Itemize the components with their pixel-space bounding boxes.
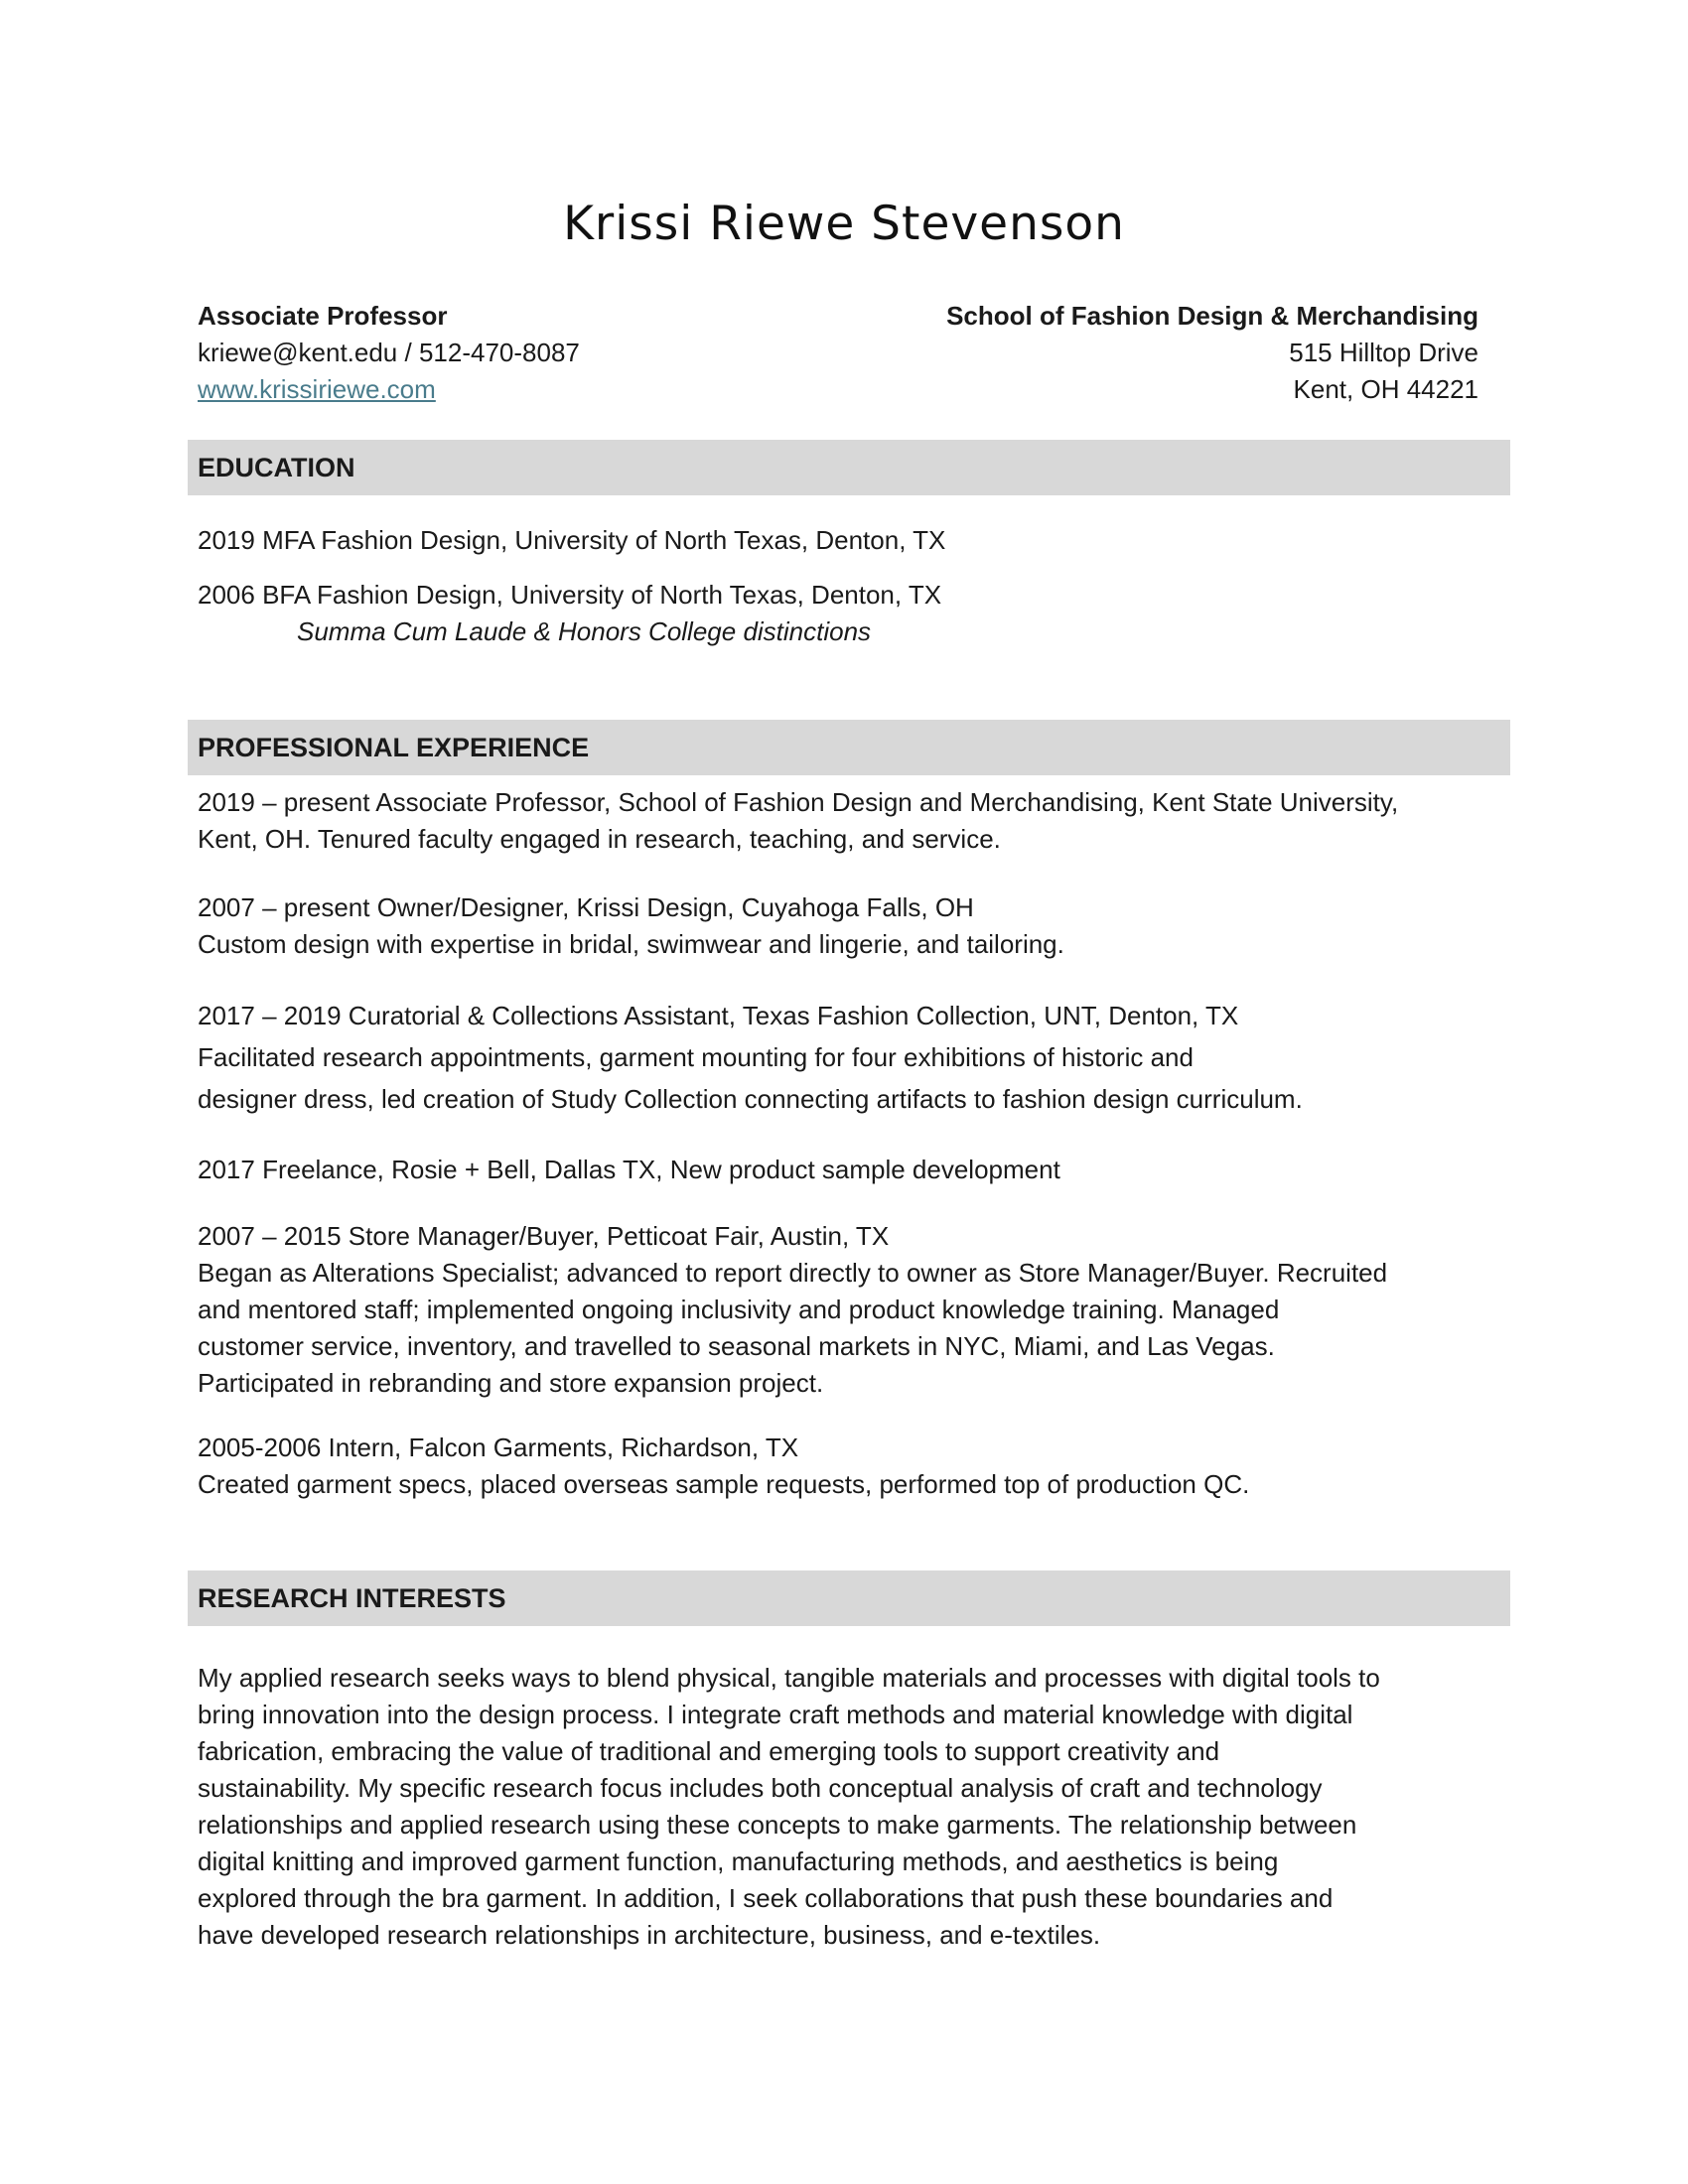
- research-line: relationships and applied research using these concepts to make garments. The relationship between: [198, 1810, 1357, 1840]
- research-paragraph: [198, 1660, 1498, 1954]
- experience-line: 2017 Freelance, Rosie + Bell, Dallas TX, New product sample development: [198, 1155, 1060, 1184]
- experience-entry: [198, 889, 1498, 963]
- research-line: explored through the bra garment. In addition, I seek collaborations that push these boundaries and: [198, 1883, 1334, 1913]
- research-line: sustainability. My specific research focus includes both conceptual analysis of craft and technology: [198, 1773, 1323, 1803]
- experience-line: 2007 – present Owner/Designer, Krissi Design, Cuyahoga Falls, OH: [198, 892, 974, 922]
- education-note: Summa Cum Laude & Honors College distinctions: [297, 616, 872, 646]
- experience-line: Kent, OH. Tenured faculty engaged in research, teaching, and service.: [198, 824, 1001, 854]
- research-line: have developed research relationships in architecture, business, and e-textiles.: [198, 1920, 1101, 1950]
- education-line: 2006 BFA Fashion Design, University of North Texas, Denton, TX: [198, 580, 942, 610]
- research-line: My applied research seeks ways to blend physical, tangible materials and processes with digital tools to: [198, 1663, 1380, 1693]
- experience-entry: [198, 1218, 1498, 1402]
- contact-line: kriewe@kent.edu / 512-470-8087: [198, 338, 580, 367]
- experience-heading-bar: [188, 720, 1510, 775]
- experience-line: customer service, inventory, and travelled to seasonal markets in NYC, Miami, and Las Vegas.: [198, 1331, 1275, 1361]
- page-title: Krissi Riewe Stevenson: [563, 197, 1125, 251]
- experience-line: 2005-2006 Intern, Falcon Garments, Richardson, TX: [198, 1433, 799, 1462]
- research-heading-bar: [188, 1570, 1510, 1626]
- experience-line: Began as Alterations Specialist; advanced to report directly to owner as Store Manager/Buyer. Recruited: [198, 1258, 1388, 1288]
- website-link[interactable]: www.krissiriewe.com: [198, 374, 436, 404]
- experience-line: 2019 – present Associate Professor, School of Fashion Design and Merchandising, Kent State University,: [198, 787, 1399, 817]
- education-heading-bar: [188, 440, 1510, 495]
- experience-line: Created garment specs, placed overseas sample requests, performed top of production QC.: [198, 1469, 1250, 1499]
- experience-line: designer dress, led creation of Study Collection connecting artifacts to fashion design curriculum.: [198, 1084, 1303, 1114]
- research-line: bring innovation into the design process. I integrate craft methods and material knowledge with digital: [198, 1700, 1353, 1729]
- experience-line: Facilitated research appointments, garment mounting for four exhibitions of historic and: [198, 1042, 1194, 1072]
- experience-line: and mentored staff; implemented ongoing inclusivity and product knowledge training. Managed: [198, 1295, 1280, 1324]
- department-name: School of Fashion Design & Merchandising: [946, 301, 1478, 331]
- city-state-zip: Kent, OH 44221: [1293, 374, 1478, 404]
- job-title: Associate Professor: [198, 301, 448, 331]
- research-line: digital knitting and improved garment function, manufacturing methods, and aesthetics is being: [198, 1846, 1279, 1876]
- experience-entry: [198, 1430, 1498, 1503]
- education-line: 2019 MFA Fashion Design, University of North Texas, Denton, TX: [198, 525, 946, 555]
- research-line: fabrication, embracing the value of traditional and emerging tools to support creativity and: [198, 1736, 1220, 1766]
- experience-entry: [198, 995, 1498, 1120]
- contact-block: [198, 298, 580, 408]
- education-entry: [198, 522, 1498, 559]
- research-heading: RESEARCH INTERESTS: [198, 1583, 506, 1613]
- education-entry: [198, 577, 1498, 650]
- experience-entry: [198, 1152, 1498, 1188]
- experience-entry: [198, 784, 1498, 858]
- experience-line: Custom design with expertise in bridal, swimwear and lingerie, and tailoring.: [198, 929, 1064, 959]
- address-block: [946, 298, 1478, 408]
- experience-line: Participated in rebranding and store expansion project.: [198, 1368, 824, 1398]
- experience-line: 2017 – 2019 Curatorial & Collections Assistant, Texas Fashion Collection, UNT, Denton, TX: [198, 1001, 1239, 1030]
- experience-heading: PROFESSIONAL EXPERIENCE: [198, 733, 590, 762]
- experience-line: 2007 – 2015 Store Manager/Buyer, Petticoat Fair, Austin, TX: [198, 1221, 890, 1251]
- education-heading: EDUCATION: [198, 453, 355, 482]
- street-address: 515 Hilltop Drive: [1289, 338, 1478, 367]
